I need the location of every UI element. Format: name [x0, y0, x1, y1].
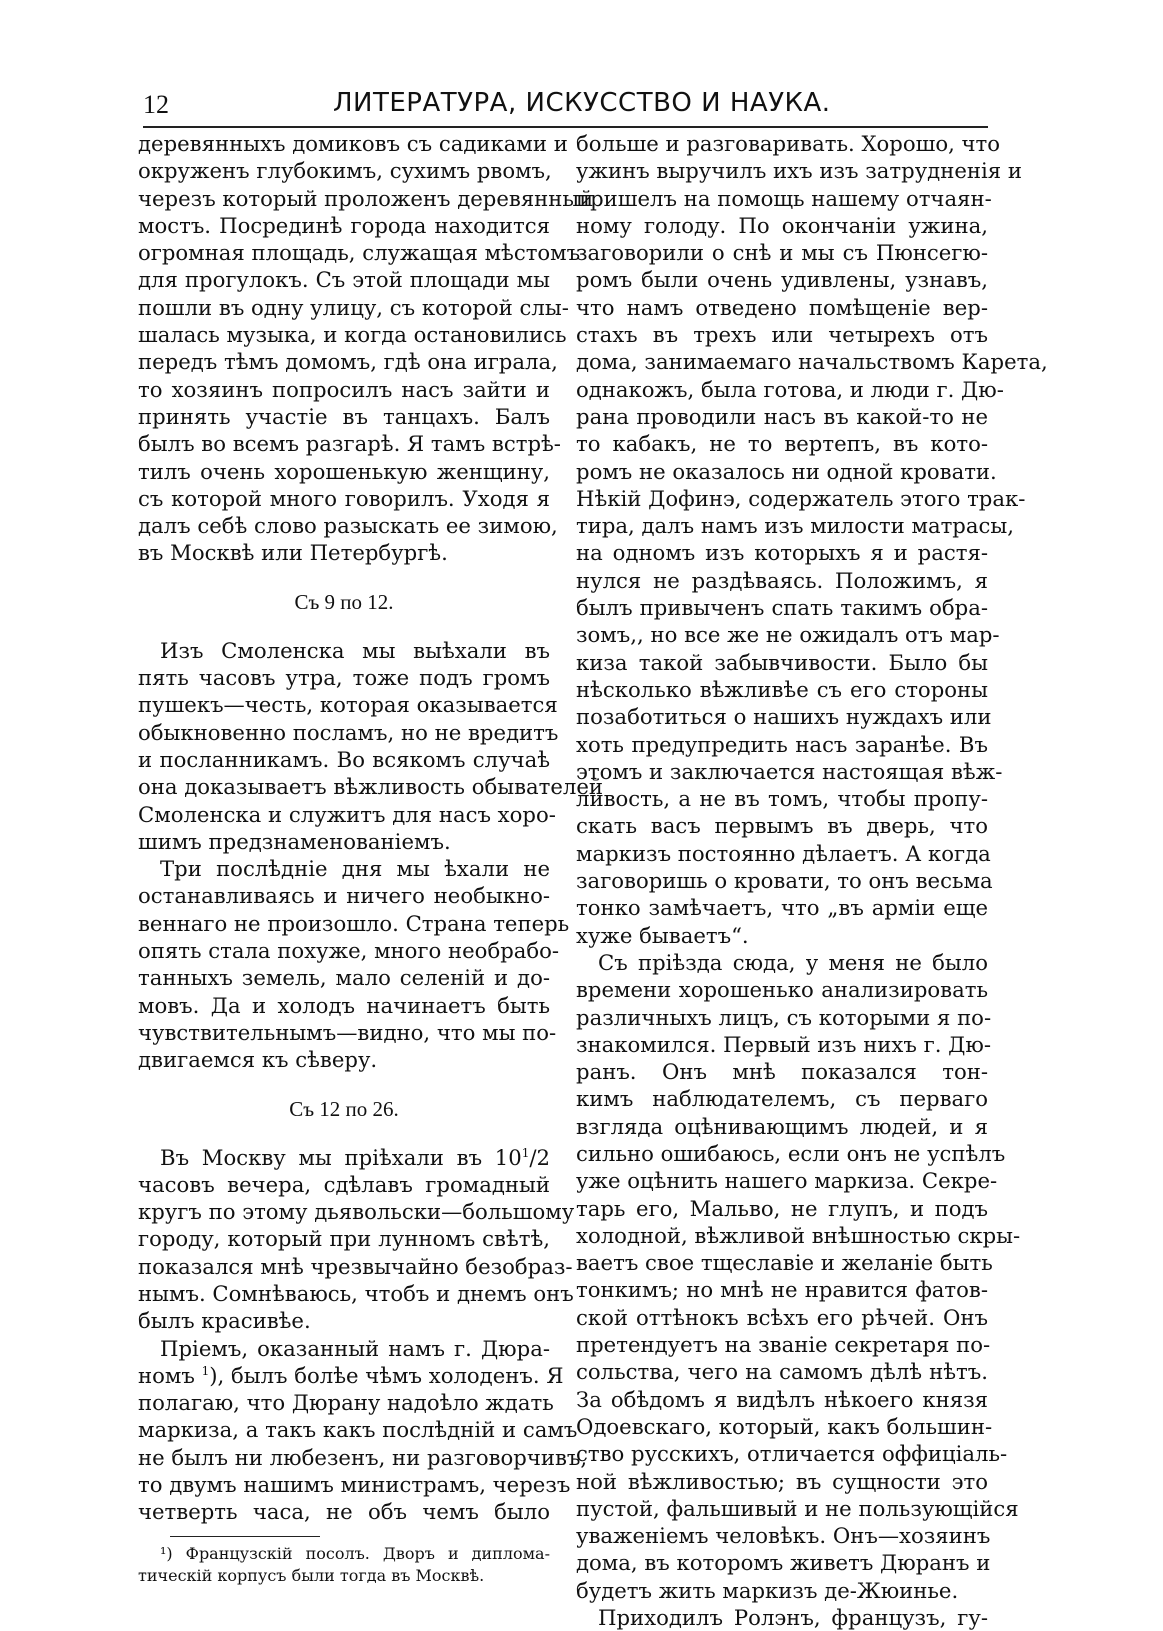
text-span: ), былъ болѣе чѣмъ холоденъ. Я — [209, 1362, 564, 1388]
text-line: тилъ очень хорошенькую женщину, — [138, 458, 550, 484]
text-line: что намъ отведено помѣщеніе вер- — [576, 294, 988, 320]
text-line: заговорили о снѣ и мы съ Пюнсегю- — [576, 240, 988, 266]
text-line: скать васъ первымъ въ дверь, что — [576, 813, 988, 839]
text-line: будетъ жить маркизъ де-Жюинье. — [576, 1577, 959, 1603]
text-line: взгляда оцѣнивающимъ людей, и я — [576, 1113, 988, 1139]
text-line: сильно ошибаюсь, если онъ не успѣлъ — [576, 1140, 1006, 1166]
text-line: дома, занимаемаго начальствомъ Карета, — [576, 349, 1048, 375]
text-line: уже оцѣнить нашего маркиза. Секре- — [576, 1168, 998, 1194]
text-line: хоть предупредить насъ заранѣе. Въ — [576, 731, 988, 757]
text-line: ранъ. Онъ мнѣ показался тон- — [576, 1059, 988, 1085]
text-line: опять стала похуже, много необрабо- — [138, 938, 560, 964]
page-number: 12 — [143, 90, 169, 119]
text-line: Изъ Смоленска мы выѣхали въ — [160, 637, 550, 663]
text-line: Три послѣдніе дня мы ѣхали не — [160, 856, 550, 882]
text-line: дома, въ которомъ живетъ Дюранъ и — [576, 1550, 991, 1576]
text-line: передъ тѣмъ домомъ, гдѣ она играла, — [138, 349, 558, 375]
text-line: не былъ ни любезенъ, ни разговорчивъ, — [138, 1444, 588, 1470]
text-line: маркизъ постоянно дѣлаетъ. А когда — [576, 840, 991, 866]
running-title: ЛИТЕРАТУРА, ИСКУССТВО И НАУКА. — [333, 88, 831, 118]
text-line: ной вѣжливостью; въ сущности это — [576, 1468, 988, 1494]
text-line: съ которой много говорилъ. Уходя я — [138, 485, 550, 511]
text-line: пушекъ—честь, которая оказывается — [138, 692, 558, 718]
text-line: Пріемъ, оказанный намъ г. Дюра- — [160, 1335, 550, 1361]
text-line: то кабакъ, не то вертепъ, въ кото- — [576, 431, 988, 457]
text-line: ужинъ выручилъ ихъ изъ затрудненія и — [576, 158, 1022, 184]
text-line: окруженъ глубокимъ, сухимъ рвомъ, — [138, 158, 552, 184]
text-line: претендуетъ на званіе секретаря по- — [576, 1332, 991, 1358]
paragraph — [138, 130, 594, 567]
text-line: ской оттѣнокъ всѣхъ его рѣчей. Онъ — [576, 1304, 988, 1330]
text-line: ромъ не оказалось ни одной кровати. — [576, 458, 997, 484]
section-heading: Съ 9 по 12. — [294, 589, 394, 614]
text-line: обыкновенно посламъ, но не вредитъ — [138, 719, 559, 745]
paragraph — [576, 949, 1021, 1604]
text-span: Въ Москву мы пріѣхали въ 10 — [160, 1144, 522, 1170]
page-header — [143, 86, 988, 128]
text-line: ному голоду. По окончаніи ужина, — [576, 212, 988, 238]
text-span: номъ — [138, 1362, 202, 1388]
text-line: веннаго не произошло. Страна теперь — [138, 910, 570, 936]
text-line: тонко замѣчаетъ, что „въ арміи еще — [576, 895, 988, 921]
paragraph — [138, 855, 570, 1073]
text-line: знакомился. Первый изъ нихъ г. Дю- — [576, 1031, 991, 1057]
text-line: За обѣдомъ я видѣлъ нѣкоего князя — [576, 1386, 988, 1412]
text-line: былъ во всемъ разгарѣ. Я тамъ встрѣ- — [138, 431, 561, 457]
text-line: Съ пріѣзда сюда, у меня не было — [598, 949, 988, 975]
text-line: деревянныхъ домиковъ съ садиками и — [138, 131, 568, 156]
text-line: сольства, чего на самомъ дѣлѣ нѣтъ. — [576, 1359, 988, 1385]
paragraph — [138, 637, 604, 855]
text-line: тира, далъ намъ изъ милости матрасы, — [576, 513, 1014, 539]
text-line: мостъ. Посрединѣ города находится — [138, 212, 550, 238]
text-line: различныхъ лицъ, съ которыми я по- — [576, 1004, 992, 1030]
text-line: черезъ который проложенъ деревянный — [138, 185, 594, 211]
text-line: ливость, а не въ томъ, чтобы пропу- — [576, 786, 988, 812]
text-line: кругъ по этому дьявольски—большому — [138, 1199, 575, 1225]
text-line: кимъ наблюдателемъ, съ перваго — [576, 1086, 988, 1112]
text-line: хуже бываетъ“. — [576, 922, 749, 948]
text-line: нулся не раздѣваясь. Положимъ, я — [576, 567, 988, 593]
text-line: огромная площадь, служащая мѣстомъ — [138, 240, 581, 266]
paragraph — [138, 1144, 575, 1335]
text-line: тарь его, Мальво, не глупъ, и подъ — [576, 1195, 988, 1221]
text-line: и посланникамъ. Во всякомъ случаѣ — [138, 746, 550, 772]
paragraph — [138, 1335, 588, 1526]
footnote-ref: 1 — [201, 1363, 210, 1378]
section-heading: Съ 12 по 26. — [289, 1096, 399, 1121]
text-line: стахъ въ трехъ или четырехъ отъ — [576, 322, 988, 348]
text-line: ромъ были очень удивлены, узнавъ, — [576, 267, 988, 293]
text-line: шимъ предзнаменованіемъ. — [138, 828, 451, 854]
text-line — [138, 1144, 550, 1171]
text-line: пустой, фальшивый и не пользующійся — [576, 1495, 1019, 1521]
text-line: на одномъ изъ которыхъ я и растя- — [576, 540, 988, 566]
text-line: киза такой забывчивости. Было бы — [576, 649, 988, 675]
text-line: Смоленска и служитъ для насъ хоро- — [138, 801, 556, 827]
text-line: этомъ и заключается настоящая вѣж- — [576, 758, 1003, 784]
text-line — [138, 1362, 564, 1389]
text-line: больше и разговаривать. Хорошо, что — [576, 131, 1001, 156]
text-line: она доказываетъ вѣжливость обывателей — [138, 774, 604, 800]
text-line: пять часовъ утра, тоже подъ громъ — [138, 665, 550, 691]
left-column — [138, 130, 604, 1587]
footnote-divider — [170, 1536, 320, 1537]
text-line: останавливаясь и ничего необыкно- — [138, 883, 550, 909]
footnote-line: тическій корпусъ были тогда въ Москвѣ. — [138, 1565, 485, 1585]
text-line: ваетъ свое тщеславіе и желаніе быть — [576, 1250, 993, 1276]
text-line: чувствительнымъ—видно, что мы по- — [138, 1019, 557, 1045]
text-line: шалась музыка, и когда остановились — [138, 322, 567, 348]
text-line: тонкимъ; но мнѣ не нравится фатов- — [576, 1277, 988, 1303]
text-line: пришелъ на помощь нашему отчаян- — [576, 185, 992, 211]
right-column — [576, 130, 1048, 1631]
text-line: однакожъ, была готова, и люди г. Дю- — [576, 376, 1004, 402]
text-line: принять участіе въ танцахъ. Балъ — [138, 403, 550, 429]
text-line: четверть часа, не объ чемъ было — [138, 1499, 550, 1525]
text-line: уваженіемъ человѣкъ. Онъ—хозяинъ — [576, 1523, 991, 1549]
footnote — [138, 1543, 550, 1587]
text-line: былъ красивѣе. — [138, 1308, 311, 1334]
text-line: Нѣкій Дофинэ, содержатель этого трак- — [576, 485, 1026, 511]
text-line: нымъ. Сомнѣваюсь, чтобъ и днемъ онъ — [138, 1280, 574, 1306]
text-line: заговоришь о кровати, то онъ весьма — [576, 868, 993, 894]
text-line: Приходилъ Ролэнъ, французъ, гу- — [598, 1605, 988, 1631]
text-line: нѣсколько вѣжливѣе съ его стороны — [576, 676, 988, 702]
text-line: позаботиться о нашихъ нуждахъ или — [576, 704, 992, 730]
text-line: двигаемся къ сѣверу. — [138, 1047, 378, 1073]
text-line: рана проводили насъ въ какой-то не — [576, 403, 988, 429]
text-line: для прогулокъ. Съ этой площади мы — [138, 267, 550, 293]
text-line: пошли въ одну улицу, съ которой слы- — [138, 294, 569, 320]
text-line: полагаю, что Дюрану надоѣло ждать — [138, 1390, 554, 1416]
text-line: холодной, вѣжливой внѣшностью скры- — [576, 1222, 1021, 1248]
text-line: времени хорошенько анализировать — [576, 977, 988, 1003]
fraction-numerator: 1 — [521, 1145, 530, 1160]
text-line: Одоевскаго, который, какъ большин- — [576, 1413, 993, 1439]
text-line: то хозяинъ попросилъ насъ зайти и — [138, 376, 550, 402]
text-line: показался мнѣ чрезвычайно безобраз- — [138, 1253, 573, 1279]
text-line: то двумъ нашимъ министрамъ, черезъ — [138, 1472, 571, 1498]
text-line: зомъ,, но все же не ожидалъ отъ мар- — [576, 622, 1000, 648]
text-line: городу, который при лунномъ свѣтѣ, — [138, 1226, 550, 1252]
text-line: танныхъ земель, мало селеній и до- — [138, 965, 550, 991]
text-line: далъ себѣ слово разыскать ее зимою, — [138, 513, 558, 539]
paragraph — [576, 130, 1048, 949]
fraction-denominator: /2 — [529, 1144, 550, 1170]
text-line: былъ привыченъ спать такимъ обра- — [576, 595, 988, 621]
text-line: часовъ вечера, сдѣлавъ громадный — [138, 1171, 550, 1197]
text-line: маркиза, а такъ какъ послѣдній и самъ — [138, 1417, 578, 1443]
text-line: въ Москвѣ или Петербургѣ. — [138, 540, 448, 566]
text-line: ство русскихъ, отличается оффиціаль- — [576, 1441, 1008, 1467]
paragraph — [576, 1604, 988, 1631]
footnote-line: ¹) Французскій посолъ. Дворъ и диплома- — [160, 1543, 550, 1563]
text-line: мовъ. Да и холодъ начинаетъ быть — [138, 992, 550, 1018]
